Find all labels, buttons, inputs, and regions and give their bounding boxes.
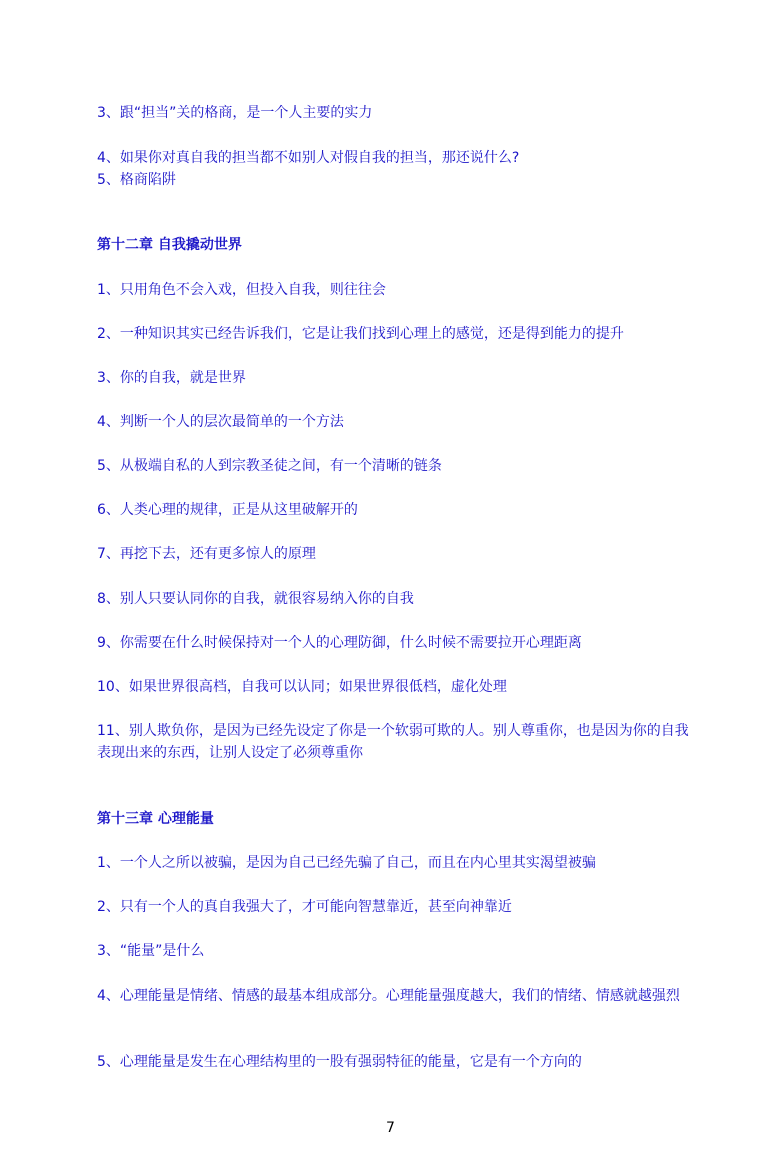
list-item: 6、人类心理的规律，正是从这里破解开的 — [97, 502, 358, 518]
list-item: 3、你的自我，就是世界 — [97, 370, 246, 386]
list-item: 5、格商陷阱 — [97, 172, 176, 188]
list-item: 5、从极端自私的人到宗教圣徒之间，有一个清晰的链条 — [97, 458, 442, 474]
list-item: 4、判断一个人的层次最简单的一个方法 — [97, 414, 344, 430]
page-number: 7 — [386, 1120, 395, 1136]
list-item: 11、别人欺负你，是因为已经先设定了你是一个软弱可欺的人。别人尊重你，也是因为你的自我表现出来的东西，让别人设定了必须尊重你 — [97, 723, 689, 761]
list-item: 4、心理能量是情绪、情感的最基本组成部分。心理能量强度越大，我们的情绪、情感就越强烈 — [97, 988, 680, 1004]
list-item: 7、再挖下去，还有更多惊人的原理 — [97, 546, 316, 562]
list-item: 5、心理能量是发生在心理结构里的一股有强弱特征的能量，它是有一个方向的 — [97, 1054, 582, 1070]
list-item: 3、“能量”是什么 — [97, 943, 205, 959]
list-item: 4、如果你对真自我的担当都不如别人对假自我的担当，那还说什么? — [97, 150, 520, 166]
chapter-12-heading: 第十二章 自我撬动世界 — [97, 237, 242, 253]
list-item: 2、只有一个人的真自我强大了，才可能向智慧靠近，甚至向神靠近 — [97, 899, 512, 915]
chapter-13-heading: 第十三章 心理能量 — [97, 811, 214, 827]
list-item: 8、别人只要认同你的自我，就很容易纳入你的自我 — [97, 591, 414, 607]
list-item: 10、如果世界很高档，自我可以认同；如果世界很低档，虚化处理 — [97, 679, 507, 695]
list-item: 1、只用角色不会入戏，但投入自我，则往往会 — [97, 282, 386, 298]
list-item: 9、你需要在什么时候保持对一个人的心理防御，什么时候不需要拉开心理距离 — [97, 635, 582, 651]
list-item: 3、跟“担当”关的格商，是一个人主要的实力 — [97, 105, 373, 121]
list-item: 2、一种知识其实已经告诉我们，它是让我们找到心理上的感觉，还是得到能力的提升 — [97, 326, 624, 342]
list-item: 1、一个人之所以被骗，是因为自己已经先骗了自己，而且在内心里其实渴望被骗 — [97, 855, 596, 871]
